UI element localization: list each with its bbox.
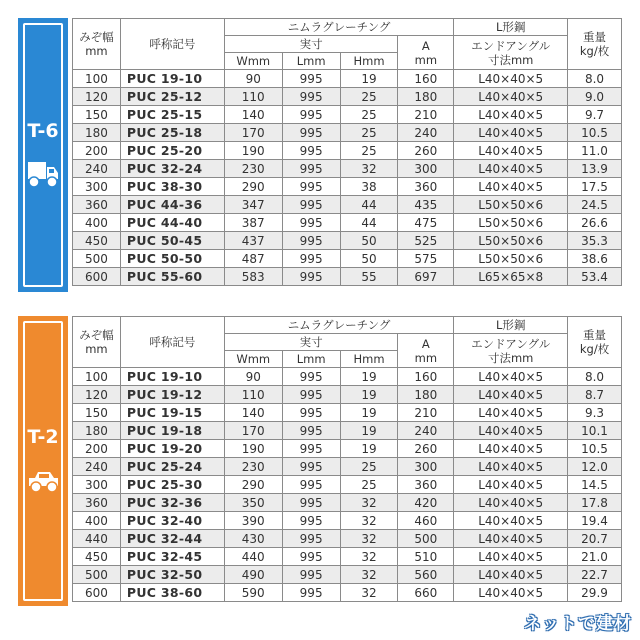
cell-w: 140 — [224, 404, 282, 422]
cell-width: 440 — [73, 530, 121, 548]
cell-angle: L40×40×5 — [454, 476, 568, 494]
cell-h: 44 — [340, 214, 398, 232]
cell-weight: 17.5 — [568, 178, 622, 196]
cell-a: 460 — [398, 512, 454, 530]
cell-w: 190 — [224, 142, 282, 160]
cell-name: PUC 19-12 — [120, 386, 224, 404]
cell-angle: L40×40×5 — [454, 548, 568, 566]
cell-weight: 21.0 — [568, 548, 622, 566]
cell-width: 300 — [73, 178, 121, 196]
cell-l: 995 — [282, 422, 340, 440]
cell-h: 25 — [340, 124, 398, 142]
cell-angle: L40×40×5 — [454, 178, 568, 196]
cell-width: 150 — [73, 106, 121, 124]
cell-h: 19 — [340, 368, 398, 386]
cell-a: 260 — [398, 440, 454, 458]
cell-angle: L65×65×8 — [454, 268, 568, 286]
cell-l: 995 — [282, 368, 340, 386]
cell-w: 347 — [224, 196, 282, 214]
cell-angle: L40×40×5 — [454, 584, 568, 602]
load-class-label: T-2 — [27, 426, 59, 448]
cell-weight: 29.9 — [568, 584, 622, 602]
cell-l: 995 — [282, 386, 340, 404]
cell-angle: L40×40×5 — [454, 88, 568, 106]
cell-a: 360 — [398, 476, 454, 494]
cell-l: 995 — [282, 178, 340, 196]
cell-h: 19 — [340, 386, 398, 404]
spec-table — [72, 18, 622, 286]
cell-width: 600 — [73, 584, 121, 602]
cell-h: 32 — [340, 160, 398, 178]
cell-width: 100 — [73, 368, 121, 386]
cell-angle: L40×40×5 — [454, 458, 568, 476]
cell-a: 240 — [398, 422, 454, 440]
cell-name: PUC 32-50 — [120, 566, 224, 584]
cell-weight: 17.8 — [568, 494, 622, 512]
header-name: 呼称記号 — [120, 19, 224, 70]
cell-width: 180 — [73, 124, 121, 142]
cell-l: 995 — [282, 214, 340, 232]
cell-w: 583 — [224, 268, 282, 286]
header-weight: 重量 kg/枚 — [568, 19, 622, 70]
cell-name: PUC 50-45 — [120, 232, 224, 250]
cell-h: 50 — [340, 232, 398, 250]
cell-w: 437 — [224, 232, 282, 250]
table-row — [73, 106, 622, 124]
cell-w: 290 — [224, 178, 282, 196]
cell-h: 32 — [340, 584, 398, 602]
header-a: A mm — [398, 334, 454, 368]
cell-h: 32 — [340, 530, 398, 548]
cell-a: 210 — [398, 106, 454, 124]
cell-angle: L40×40×5 — [454, 124, 568, 142]
cell-l: 995 — [282, 584, 340, 602]
cell-l: 995 — [282, 476, 340, 494]
cell-l: 995 — [282, 512, 340, 530]
cell-weight: 10.5 — [568, 124, 622, 142]
cell-h: 19 — [340, 70, 398, 88]
cell-l: 995 — [282, 458, 340, 476]
cell-h: 25 — [340, 458, 398, 476]
cell-name: PUC 32-40 — [120, 512, 224, 530]
cell-angle: L50×50×6 — [454, 214, 568, 232]
cell-width: 200 — [73, 142, 121, 160]
cell-h: 25 — [340, 476, 398, 494]
cell-h: 32 — [340, 566, 398, 584]
cell-w: 90 — [224, 70, 282, 88]
cell-w: 170 — [224, 124, 282, 142]
cell-w: 430 — [224, 530, 282, 548]
cell-angle: L40×40×5 — [454, 440, 568, 458]
table-row — [73, 476, 622, 494]
cell-weight: 38.6 — [568, 250, 622, 268]
cell-name: PUC 25-12 — [120, 88, 224, 106]
cell-width: 500 — [73, 250, 121, 268]
cell-angle: L40×40×5 — [454, 566, 568, 584]
cell-name: PUC 38-60 — [120, 584, 224, 602]
cell-name: PUC 25-24 — [120, 458, 224, 476]
cell-name: PUC 32-24 — [120, 160, 224, 178]
cell-weight: 12.0 — [568, 458, 622, 476]
table-row — [73, 404, 622, 422]
cell-l: 995 — [282, 232, 340, 250]
cell-weight: 53.4 — [568, 268, 622, 286]
cell-a: 160 — [398, 70, 454, 88]
cell-name: PUC 25-20 — [120, 142, 224, 160]
cell-a: 300 — [398, 160, 454, 178]
cell-w: 490 — [224, 566, 282, 584]
table-body — [73, 70, 622, 286]
cell-l: 995 — [282, 440, 340, 458]
cell-weight: 20.7 — [568, 530, 622, 548]
cell-width: 450 — [73, 232, 121, 250]
table-block-t2 — [18, 316, 622, 606]
cell-w: 140 — [224, 106, 282, 124]
cell-width: 400 — [73, 214, 121, 232]
cell-l: 995 — [282, 196, 340, 214]
header-width: みぞ幅 mm — [73, 317, 121, 368]
table-row — [73, 548, 622, 566]
cell-weight: 35.3 — [568, 232, 622, 250]
table-row — [73, 250, 622, 268]
cell-width: 240 — [73, 160, 121, 178]
cell-a: 300 — [398, 458, 454, 476]
cell-width: 120 — [73, 88, 121, 106]
cell-l: 995 — [282, 124, 340, 142]
table-row — [73, 160, 622, 178]
cell-width: 180 — [73, 422, 121, 440]
cell-h: 25 — [340, 88, 398, 106]
header-dims: 実寸 — [224, 36, 398, 53]
cell-angle: L40×40×5 — [454, 70, 568, 88]
cell-name: PUC 32-44 — [120, 530, 224, 548]
cell-h: 25 — [340, 142, 398, 160]
cell-w: 230 — [224, 458, 282, 476]
cell-name: PUC 44-40 — [120, 214, 224, 232]
cell-angle: L50×50×6 — [454, 250, 568, 268]
load-class-bar — [18, 316, 68, 606]
cell-name: PUC 19-20 — [120, 440, 224, 458]
cell-h: 32 — [340, 512, 398, 530]
cell-name: PUC 25-15 — [120, 106, 224, 124]
cell-l: 995 — [282, 88, 340, 106]
cell-name: PUC 44-36 — [120, 196, 224, 214]
cell-weight: 8.0 — [568, 368, 622, 386]
cell-name: PUC 25-18 — [120, 124, 224, 142]
cell-h: 50 — [340, 250, 398, 268]
header-width: みぞ幅 mm — [73, 19, 121, 70]
cell-angle: L40×40×5 — [454, 422, 568, 440]
table-row — [73, 422, 622, 440]
cell-width: 300 — [73, 476, 121, 494]
cell-w: 290 — [224, 476, 282, 494]
cell-a: 525 — [398, 232, 454, 250]
cell-w: 170 — [224, 422, 282, 440]
cell-h: 19 — [340, 422, 398, 440]
cell-a: 435 — [398, 196, 454, 214]
cell-l: 995 — [282, 530, 340, 548]
cell-l: 995 — [282, 142, 340, 160]
cell-h: 32 — [340, 494, 398, 512]
header-angle-group: L形鋼 — [454, 19, 568, 36]
cell-a: 697 — [398, 268, 454, 286]
cell-weight: 8.7 — [568, 386, 622, 404]
cell-l: 995 — [282, 494, 340, 512]
table-row — [73, 368, 622, 386]
cell-weight: 22.7 — [568, 566, 622, 584]
cell-weight: 9.7 — [568, 106, 622, 124]
header-w: Wmm — [224, 53, 282, 70]
cell-weight: 14.5 — [568, 476, 622, 494]
table-row — [73, 232, 622, 250]
cell-name: PUC 19-10 — [120, 368, 224, 386]
header-h: Hmm — [340, 53, 398, 70]
cell-name: PUC 19-15 — [120, 404, 224, 422]
table-row — [73, 214, 622, 232]
cell-l: 995 — [282, 106, 340, 124]
cell-a: 575 — [398, 250, 454, 268]
cell-w: 487 — [224, 250, 282, 268]
cell-w: 110 — [224, 386, 282, 404]
cell-a: 240 — [398, 124, 454, 142]
load-class-label: T-6 — [27, 120, 59, 142]
cell-w: 390 — [224, 512, 282, 530]
table-row — [73, 512, 622, 530]
header-w: Wmm — [224, 351, 282, 368]
cell-a: 210 — [398, 404, 454, 422]
table-row — [73, 440, 622, 458]
cell-w: 230 — [224, 160, 282, 178]
table-row — [73, 142, 622, 160]
cell-l: 995 — [282, 566, 340, 584]
header-angle-group: L形鋼 — [454, 317, 568, 334]
cell-angle: L40×40×5 — [454, 512, 568, 530]
cell-h: 38 — [340, 178, 398, 196]
cell-weight: 8.0 — [568, 70, 622, 88]
cell-weight: 13.9 — [568, 160, 622, 178]
cell-weight: 11.0 — [568, 142, 622, 160]
cell-h: 19 — [340, 440, 398, 458]
header-name: 呼称記号 — [120, 317, 224, 368]
cell-angle: L40×40×5 — [454, 368, 568, 386]
cell-angle: L40×40×5 — [454, 494, 568, 512]
table-row — [73, 268, 622, 286]
header-angle-sub: エンドアングル 寸法mm — [454, 334, 568, 368]
cell-a: 475 — [398, 214, 454, 232]
cell-a: 560 — [398, 566, 454, 584]
cell-name: PUC 32-36 — [120, 494, 224, 512]
cell-a: 510 — [398, 548, 454, 566]
cell-angle: L40×40×5 — [454, 404, 568, 422]
cell-angle: L40×40×5 — [454, 142, 568, 160]
header-dims: 実寸 — [224, 334, 398, 351]
table-row — [73, 494, 622, 512]
cell-width: 360 — [73, 196, 121, 214]
cell-a: 180 — [398, 88, 454, 106]
cell-l: 995 — [282, 70, 340, 88]
table-row — [73, 530, 622, 548]
cell-width: 600 — [73, 268, 121, 286]
header-l: Lmm — [282, 351, 340, 368]
cell-angle: L50×50×6 — [454, 232, 568, 250]
header-h: Hmm — [340, 351, 398, 368]
table-row — [73, 196, 622, 214]
cell-width: 500 — [73, 566, 121, 584]
cell-h: 19 — [340, 404, 398, 422]
cell-width: 120 — [73, 386, 121, 404]
cell-l: 995 — [282, 250, 340, 268]
cell-w: 110 — [224, 88, 282, 106]
cell-w: 90 — [224, 368, 282, 386]
cell-width: 100 — [73, 70, 121, 88]
cell-weight: 19.4 — [568, 512, 622, 530]
cell-name: PUC 25-30 — [120, 476, 224, 494]
truck-icon — [26, 160, 60, 190]
cell-name: PUC 32-45 — [120, 548, 224, 566]
header-weight: 重量 kg/枚 — [568, 317, 622, 368]
cell-name: PUC 55-60 — [120, 268, 224, 286]
header-grating: ニムラグレーチング — [224, 317, 454, 334]
cell-width: 200 — [73, 440, 121, 458]
cell-angle: L40×40×5 — [454, 530, 568, 548]
cell-weight: 10.1 — [568, 422, 622, 440]
cell-angle: L40×40×5 — [454, 160, 568, 178]
table-row — [73, 584, 622, 602]
table-row — [73, 124, 622, 142]
cell-w: 590 — [224, 584, 282, 602]
cell-name: PUC 38-30 — [120, 178, 224, 196]
table-block-t6 — [18, 18, 622, 292]
cell-width: 360 — [73, 494, 121, 512]
cell-w: 350 — [224, 494, 282, 512]
cell-w: 190 — [224, 440, 282, 458]
cell-l: 995 — [282, 160, 340, 178]
cell-weight: 9.0 — [568, 88, 622, 106]
cell-weight: 10.5 — [568, 440, 622, 458]
cell-l: 995 — [282, 404, 340, 422]
cell-h: 55 — [340, 268, 398, 286]
table-row — [73, 458, 622, 476]
cell-a: 360 — [398, 178, 454, 196]
cell-a: 500 — [398, 530, 454, 548]
cell-width: 240 — [73, 458, 121, 476]
cell-weight: 24.5 — [568, 196, 622, 214]
cell-name: PUC 19-18 — [120, 422, 224, 440]
table-row — [73, 178, 622, 196]
cell-weight: 26.6 — [568, 214, 622, 232]
load-class-frame — [23, 23, 63, 287]
cell-name: PUC 50-50 — [120, 250, 224, 268]
cell-width: 450 — [73, 548, 121, 566]
cell-width: 150 — [73, 404, 121, 422]
cell-weight: 9.3 — [568, 404, 622, 422]
header-grating: ニムラグレーチング — [224, 19, 454, 36]
cell-w: 387 — [224, 214, 282, 232]
cell-a: 180 — [398, 386, 454, 404]
cell-h: 44 — [340, 196, 398, 214]
load-class-bar — [18, 18, 68, 292]
header-l: Lmm — [282, 53, 340, 70]
cell-h: 32 — [340, 548, 398, 566]
cell-w: 440 — [224, 548, 282, 566]
cell-a: 260 — [398, 142, 454, 160]
cell-angle: L40×40×5 — [454, 106, 568, 124]
table-row — [73, 566, 622, 584]
cell-l: 995 — [282, 268, 340, 286]
header-a: A mm — [398, 36, 454, 70]
cell-l: 995 — [282, 548, 340, 566]
cell-a: 160 — [398, 368, 454, 386]
cell-h: 25 — [340, 106, 398, 124]
table-body — [73, 368, 622, 602]
table-row — [73, 70, 622, 88]
cell-a: 660 — [398, 584, 454, 602]
load-class-frame — [23, 321, 63, 601]
cell-name: PUC 19-10 — [120, 70, 224, 88]
watermark-logo: ネットで建材 — [524, 614, 632, 634]
cell-width: 400 — [73, 512, 121, 530]
header-angle-sub: エンドアングル 寸法mm — [454, 36, 568, 70]
cell-a: 420 — [398, 494, 454, 512]
table-row — [73, 386, 622, 404]
cell-angle: L50×50×6 — [454, 196, 568, 214]
cell-angle: L40×40×5 — [454, 386, 568, 404]
car-icon — [26, 466, 60, 496]
table-row — [73, 88, 622, 106]
spec-table — [72, 316, 622, 602]
